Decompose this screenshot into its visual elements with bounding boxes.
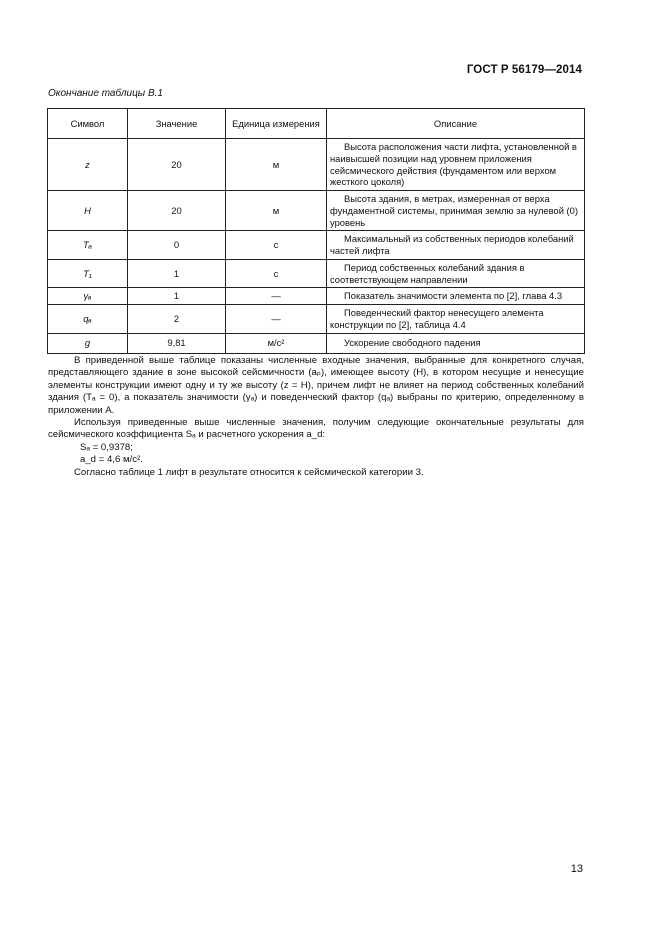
cell-value: 2 xyxy=(128,305,226,334)
column-header-unit xyxy=(226,109,327,139)
parameters-table xyxy=(47,108,585,354)
column-header-unit-label: Единица измерения xyxy=(232,117,320,129)
page-number: 13 xyxy=(570,863,583,875)
cell-symbol: qₐ xyxy=(48,305,128,334)
body-text xyxy=(48,355,584,479)
table-caption: Окончание таблицы В.1 xyxy=(48,88,163,99)
formula-seismic-coefficient: Sₐ = 0,9378; xyxy=(80,441,133,453)
column-header-symbol: Символ xyxy=(48,109,128,139)
table-row xyxy=(48,191,585,231)
table-row xyxy=(48,305,585,334)
table-row xyxy=(48,231,585,260)
cell-description xyxy=(327,259,585,288)
cell-symbol: H xyxy=(48,191,128,231)
description-text: Высота здания, в метрах, измеренная от верха фундаментной системы, принимая землю за нулевой (0) уровень xyxy=(330,193,579,228)
cell-value: 1 xyxy=(128,259,226,288)
cell-unit: м xyxy=(226,139,327,191)
table-row xyxy=(48,333,585,353)
cell-value: 0 xyxy=(128,231,226,260)
cell-unit: — xyxy=(226,305,327,334)
cell-unit: м/с² xyxy=(226,333,327,353)
cell-value: 1 xyxy=(128,288,226,305)
table-header-row xyxy=(48,109,585,139)
cell-value: 20 xyxy=(128,139,226,191)
document-standard-number: ГОСТ Р 56179—2014 xyxy=(466,64,582,76)
cell-value: 9,81 xyxy=(128,333,226,353)
cell-symbol: γₐ xyxy=(48,288,128,305)
cell-description xyxy=(327,288,585,305)
cell-unit: с xyxy=(226,231,327,260)
cell-symbol: Tₐ xyxy=(48,231,128,260)
description-text: Максимальный из собственных периодов колебаний частей лифта xyxy=(330,233,574,256)
description-text: Поведенческий фактор ненесущего элемента конструкции по [2], таблица 4.4 xyxy=(330,307,544,330)
cell-description xyxy=(327,305,585,334)
cell-unit: — xyxy=(226,288,327,305)
cell-description xyxy=(327,333,585,353)
cell-unit: с xyxy=(226,259,327,288)
description-text: Период собственных колебаний здания в соответствующем направлении xyxy=(330,261,525,285)
column-header-value: Значение xyxy=(128,109,226,139)
cell-symbol: T₁ xyxy=(48,259,128,288)
formula-design-acceleration: a_d = 4,6 м/с². xyxy=(80,454,143,466)
table-row xyxy=(48,259,585,288)
description-text: Показатель значимости элемента по [2], глава 4.3 xyxy=(344,290,563,302)
description-text: Высота расположения части лифта, установленной в наивысшей позиции над уровнем приложения сейсмического действия (фундаментом или верхом жесткого цоколя) xyxy=(330,141,577,188)
cell-symbol: g xyxy=(48,333,128,353)
cell-description xyxy=(327,191,585,231)
paragraph: Согласно таблице 1 лифт в результате относится к сейсмической категории 3. xyxy=(74,466,424,478)
cell-symbol: z xyxy=(48,139,128,191)
table-row xyxy=(48,139,585,191)
paragraph: Используя приведенные выше численные значения, получим следующие окончательные результаты для сейсмического коэффициента Sₐ и расчетного ускорения a_d: xyxy=(48,417,584,441)
cell-value: 20 xyxy=(128,191,226,231)
cell-description xyxy=(327,231,585,260)
paragraph: В приведенной выше таблице показаны численные входные значения, выбранные для конкретного случая, представляющего здание в зоне высокой сейсмичности (aₚ), имеющее высоту (H), в котором несущие и ненесущие элементы конструкции имеют одну и ту же высоту (z = H), причем лифт не влияет на период собственных колебаний здания (Tₐ = 0), а показатель значимости (γₐ) и поведенческий фактор (qₐ) выбраны по критерию, определенному в приложении А. xyxy=(48,355,584,416)
table-row xyxy=(48,288,585,305)
column-header-description: Описание xyxy=(327,109,585,139)
cell-unit: м xyxy=(226,191,327,231)
description-text: Ускорение свободного падения xyxy=(344,337,481,349)
cell-description xyxy=(327,139,585,191)
